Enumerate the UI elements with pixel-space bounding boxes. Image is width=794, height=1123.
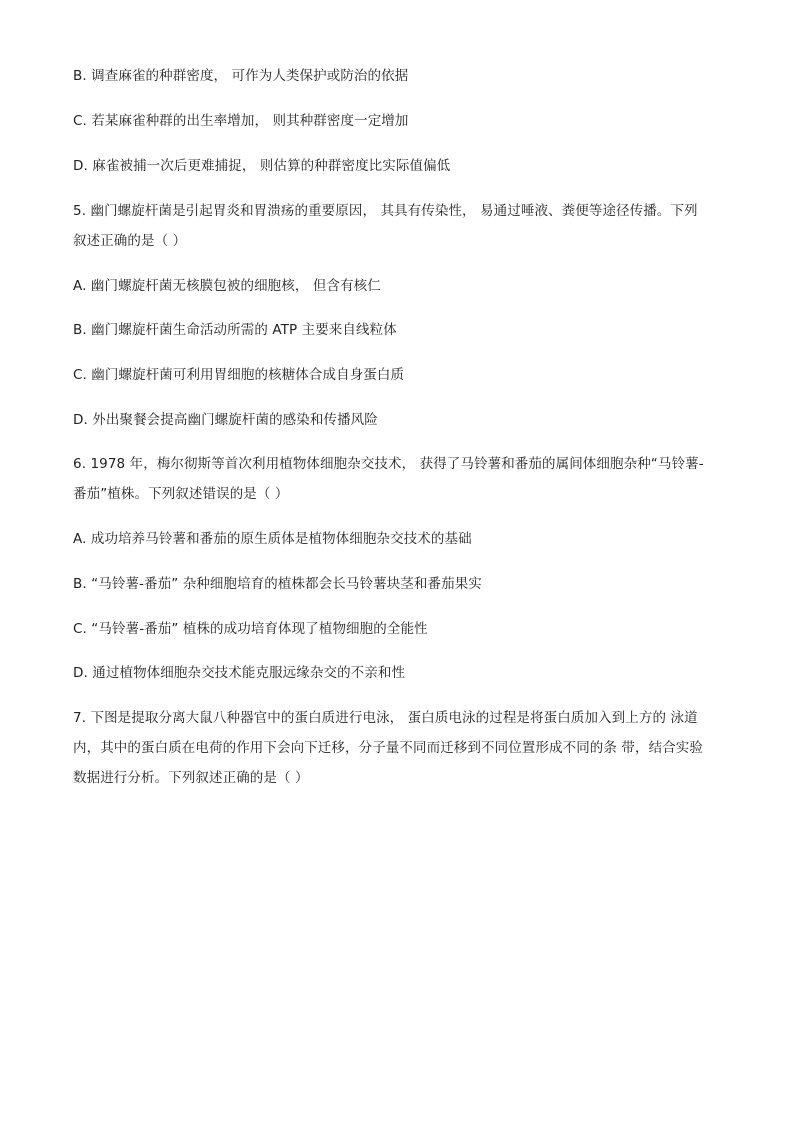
q5-stem-line2: 叙述正确的是（ ）	[73, 233, 187, 249]
q4-option-b: B. 调查麻雀的种群密度， 可作为人类保护或防治的依据	[73, 68, 409, 84]
q6-option-b: B. “马铃薯-番茄” 杂种细胞培育的植株都会长马铃薯块茎和番茄果实	[73, 576, 482, 592]
q4-option-c: C. 若某麻雀种群的出生率增加， 则其种群密度一定增加	[73, 113, 409, 129]
q6-stem-line1: 6. 1978 年，梅尔彻斯等首次利用植物体细胞杂交技术， 获得了马铃薯和番茄的属间体细胞杂种“马铃薯-	[73, 456, 704, 472]
q5-option-a: A. 幽门螺旋杆菌无核膜包被的细胞核， 但含有核仁	[73, 278, 381, 294]
q6-stem-line2: 番茄”植株。下列叙述错误的是（ ）	[73, 486, 289, 502]
q7-stem-line1: 7. 下图是提取分离大鼠八种器官中的蛋白质进行电泳， 蛋白质电泳的过程是将蛋白质加入到上方的 泳道	[73, 710, 698, 726]
q6-option-a: A. 成功培养马铃薯和番茄的原生质体是植物体细胞杂交技术的基础	[73, 531, 472, 547]
q5-option-b: B. 幽门螺旋杆菌生命活动所需的 ATP 主要来自线粒体	[73, 322, 397, 338]
q7-stem-line3: 数据进行分析。下列叙述正确的是（ ）	[73, 770, 309, 786]
q6-option-c: C. “马铃薯-番茄” 植株的成功培育体现了植物细胞的全能性	[73, 621, 428, 637]
q5-option-c: C. 幽门螺旋杆菌可利用胃细胞的核糖体合成自身蛋白质	[73, 367, 405, 383]
q6-option-d: D. 通过植物体细胞杂交技术能克服远缘杂交的不亲和性	[73, 665, 406, 681]
q5-option-d: D. 外出聚餐会提高幽门螺旋杆菌的感染和传播风险	[73, 412, 378, 428]
q7-stem-line2: 内，其中的蛋白质在电荷的作用下会向下迁移，分子量不同而迁移到不同位置形成不同的条 带，结合实验	[73, 740, 703, 756]
q4-option-d: D. 麻雀被捕一次后更难捕捉， 则估算的种群密度比实际值偏低	[73, 158, 451, 174]
q5-stem-line1: 5. 幽门螺旋杆菌是引起胃炎和胃溃疡的重要原因， 其具有传染性， 易通过唾液、粪便等途径传播。下列	[73, 203, 698, 219]
